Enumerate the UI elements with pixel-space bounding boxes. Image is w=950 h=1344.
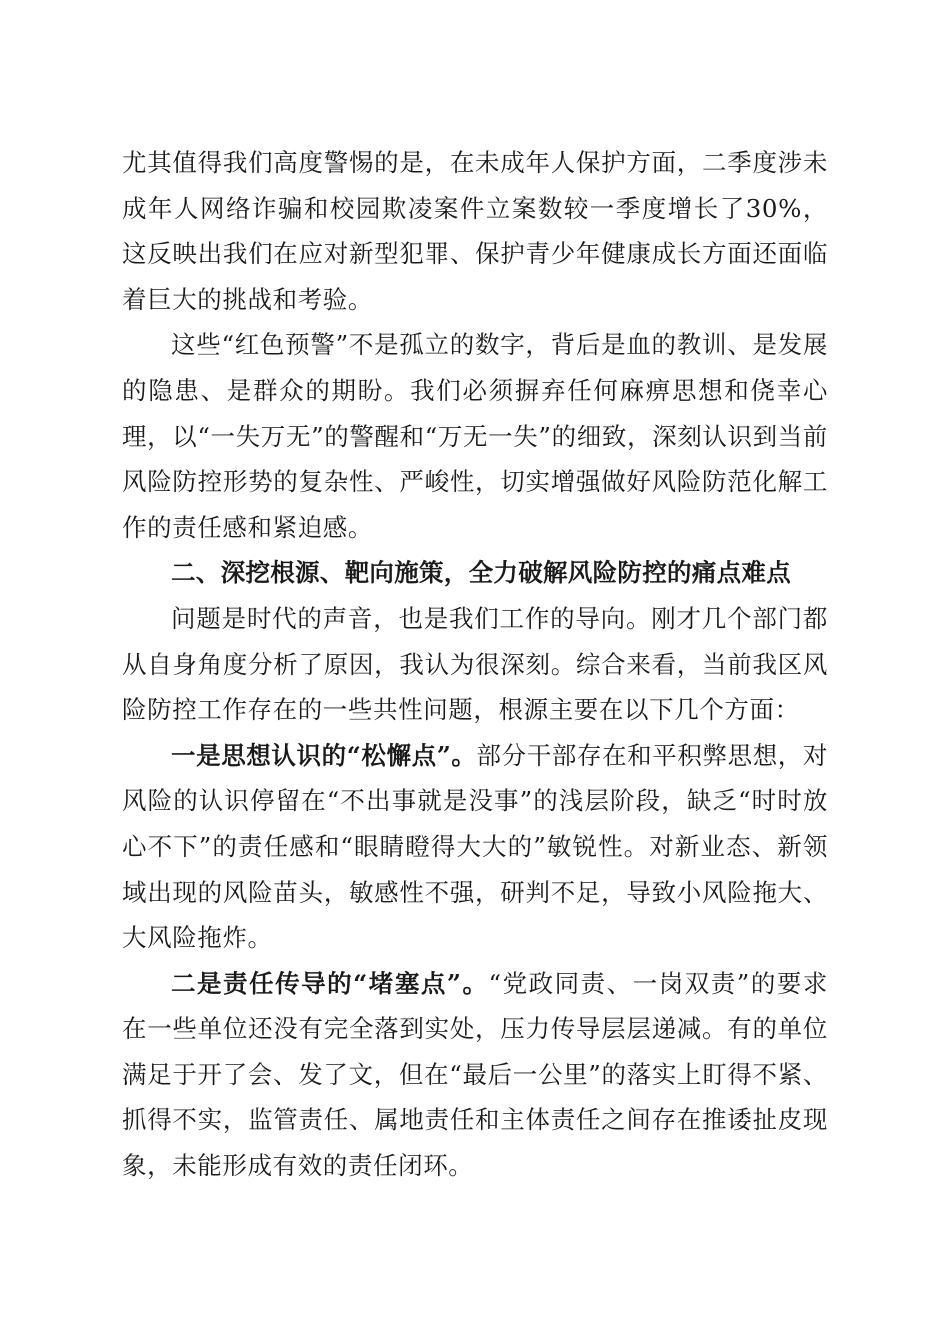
paragraph-red-warning	[122, 322, 828, 550]
paragraph-text: 尤其值得我们高度警惕的是，在未成年人保护方面，二季度涉未成年人网络诈骗和校园欺凌案件立案数较一季度增长了30%，这反映出我们在应对新型犯罪、保护青少年健康成长方面还面临着巨大的挑战和考验。	[122, 148, 828, 314]
paragraph-text: “党政同责、一岗双责”的要求在一些单位还没有完全落到实处，压力传导层层递减。有的单位满足于开了会、发了文，但在“最后一公里”的落实上盯得不紧、抓得不实，监管责任、属地责任和主体责任之间存在推诿扯皮现象，未能形成有效的责任闭环。	[122, 968, 828, 1181]
paragraph-text: 这些“红色预警”不是孤立的数字，背后是血的教训、是发展的隐患、是群众的期盼。我们必须摒弃任何麻痹思想和侥幸心理，以“一失万无”的警醒和“万无一失”的细致，深刻认识到当前风险防控形势的复杂性、严峻性，切实增强做好风险防范化解工作的责任感和紧迫感。	[122, 330, 828, 542]
paragraph-text: 问题是时代的声音，也是我们工作的导向。刚才几个部门都从自身角度分析了原因，我认为很深刻。综合来看，当前我区风险防控工作存在的一些共性问题，根源主要在以下几个方面：	[122, 603, 828, 725]
paragraph-point-two	[122, 961, 828, 1189]
paragraph-point-one	[122, 733, 828, 961]
section-heading	[122, 550, 828, 596]
paragraph-continuation	[122, 140, 828, 322]
document-body	[122, 140, 828, 1189]
point-lead: 一是思想认识的“松懈点”。	[171, 740, 477, 770]
section-heading-text: 二、深挖根源、靶向施策，全力破解风险防控的痛点难点	[171, 558, 791, 588]
point-lead: 二是责任传导的“堵塞点”。	[171, 968, 489, 998]
paragraph-text: 部分干部存在和平积弊思想，对风险的认识停留在“不出事就是没事”的浅层阶段，缺乏“时时放心不下”的责任感和“眼睛瞪得大大的”敏锐性。对新业态、新领域出现的风险苗头，敏感性不强，研判不足，导致小风险拖大、大风险拖炸。	[122, 740, 829, 953]
paragraph-root-causes-intro	[122, 596, 828, 733]
